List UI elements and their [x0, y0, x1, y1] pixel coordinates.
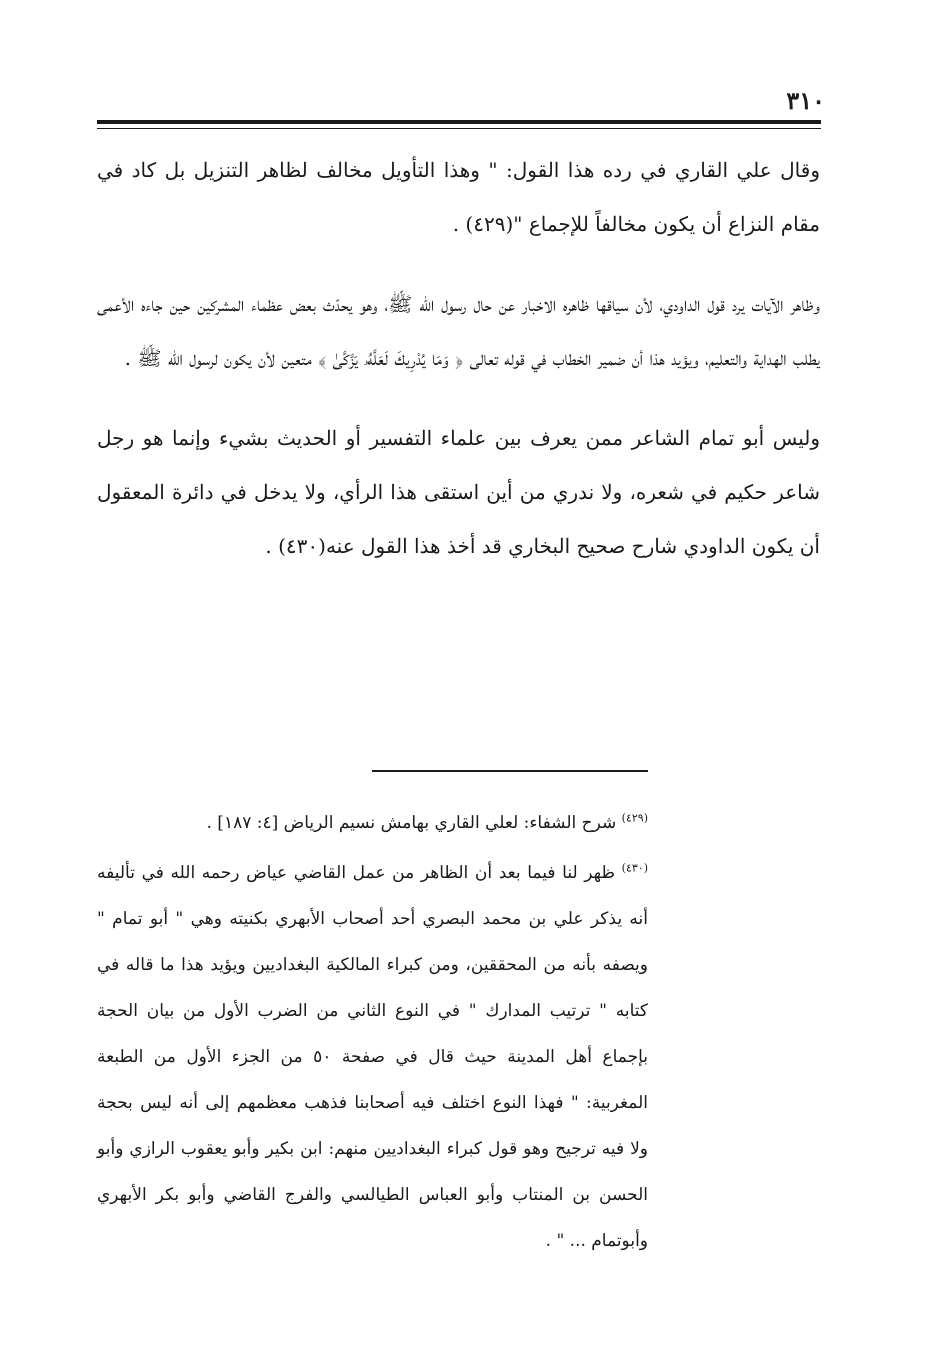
paragraph: وظاهر الآيات يرد قول الداودي، لأن سياقها ظاهره الاخبار عن حال رسول الله ﷺ، وهو يحدّث بعض عظماء المشركين حين جاءه الأعمى يطلب الهداية والتعليم، ويؤيد هذا أن ضمير الخطاب في قوله تعالى ﴿ وَمَا يُدْرِيكَ لَعَلَّهُۥ يَزَّكَّىٰ ﴾ متعين لأن يكون لرسول الله ﷺ . — [97, 292, 820, 370]
paragraph: وقال علي القاري في رده هذا القول: " وهذا التأويل مخالف لظاهر التنزيل بل كاد في مقام النزاع أن يكون مخالفاً للإجماع "(٤٢٩) . — [97, 158, 820, 236]
footnote-text: شرح الشفاء: لعلي القاري بهامش نسيم الرياض [٤: ١٨٧] . — [206, 813, 617, 833]
footnote-text: ظهر لنا فيما بعد أن الظاهر من عمل القاضي عياض رحمه الله في تأليفه أنه يذكر علي بن محمد البصري أحد أصحاب الأبهري بكنيته وهي " أبو تمام " ويصفه بأنه من المحققين، ومن كبراء المالكية البغداديين ويؤيد هذا ما قاله في كتابه " ترتيب المدارك " في النوع الثاني من الضرب الأول من بيان الحجة بإجماع أهل المدينة حيث قال في صفحة ٥٠ من الجزء الأول من الطبعة المغربية: " فهذا النوع اختلف فيه أصحابنا فذهب معظمهم إلى أنه ليس بحجة ولا فيه ترجيح وهو قول كبراء البغداديين منهم: ابن بكير وأبو يعقوب الرازي وأبو الحسن بن المنتاب وأبو العباس الطيالسي والفرج القاضي وأبو بكر الأبهري وأبوتمام ... " . — [97, 863, 648, 1251]
footnote-separator — [372, 770, 648, 772]
footnote-number: (٤٣٠) — [621, 861, 648, 875]
paragraph: وليس أبو تمام الشاعر ممن يعرف بين علماء التفسير أو الحديث بشيء وإنما هو رجل شاعر حكيم في شعره، ولا ندري من أين استقى هذا الرأي، ولا يدخل في دائرة المعقول أن يكون الداودي شارح صحيح البخاري قد أخذ هذا القول عنه(٤٣٠) . — [97, 426, 820, 558]
page-number: ٣١٠ — [786, 86, 825, 115]
footnote — [97, 850, 648, 1264]
footnote-number: (٤٢٩) — [621, 811, 648, 825]
header-rule — [97, 120, 821, 124]
main-text — [97, 143, 820, 599]
header-rule-thin — [97, 128, 821, 129]
footnote — [97, 800, 648, 846]
footnotes — [97, 800, 648, 1268]
